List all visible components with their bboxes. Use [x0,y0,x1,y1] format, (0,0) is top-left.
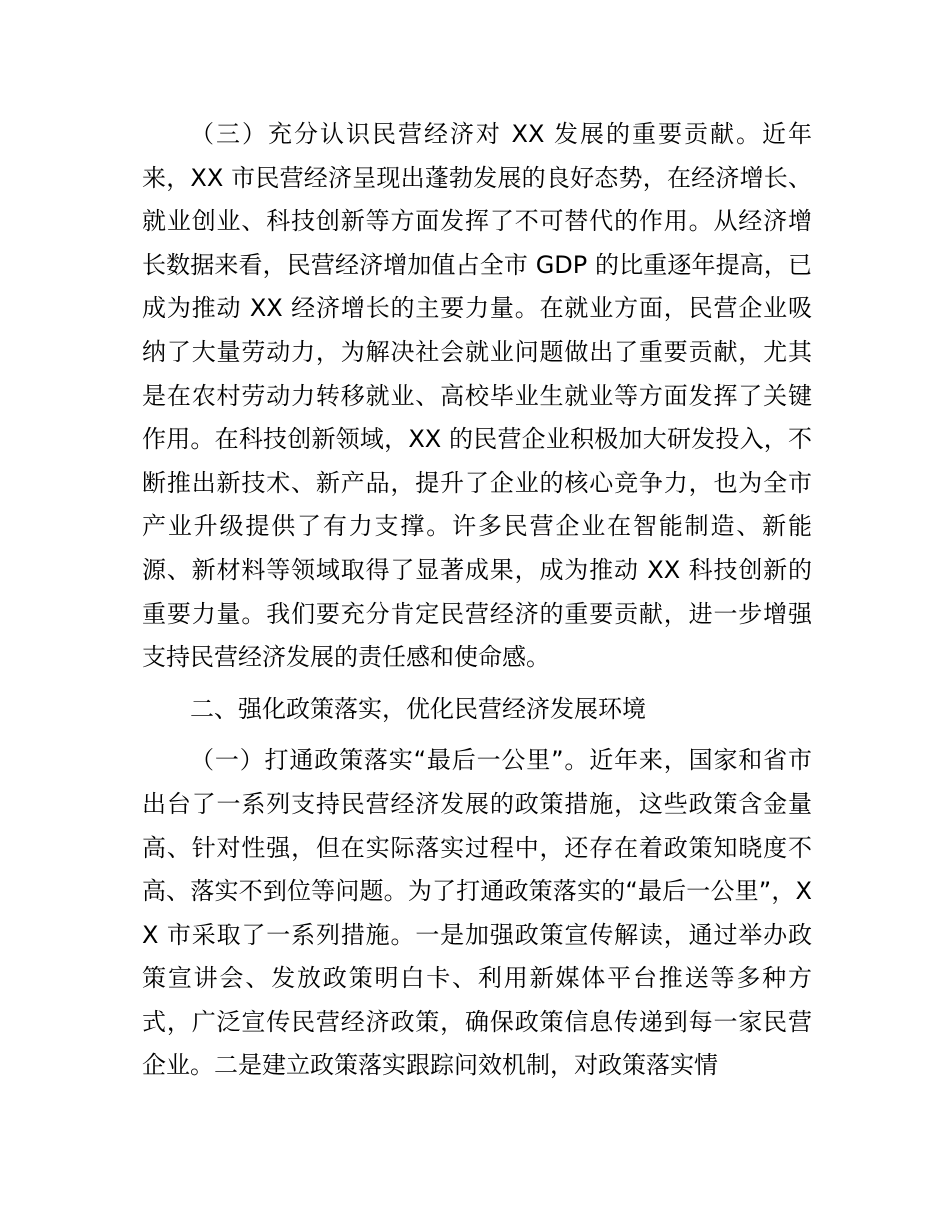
document-body [142,113,812,1088]
paragraph-section-1-3: （三）充分认识民营经济对 XX 发展的重要贡献。近年来，XX 市民营经济呈现出蓬勃发展的良好态势，在经济增长、就业创业、科技创新等方面发挥了不可替代的作用。从经济增长数据来看，民营经济增加值占全市 GDP 的比重逐年提高，已成为推动 XX 经济增长的主要力量。在就业方面，民营企业吸纳了大量劳动力，为解决社会就业问题做出了重要贡献，尤其是在农村劳动力转移就业、高校毕业生就业等方面发挥了关键作用。在科技创新领域，XX 的民营企业积极加大研发投入，不断推出新技术、新产品，提升了企业的核心竞争力，也为全市产业升级提供了有力支撑。许多民营企业在智能制造、新能源、新材料等领域取得了显著成果，成为推动 XX 科技创新的重要力量。我们要充分肯定民营经济的重要贡献，进一步增强支持民营经济发展的责任感和使命感。 [142,120,812,672]
paragraph-section-2-1: （一）打通政策落实“最后一公里”。近年来，国家和省市出台了一系列支持民营经济发展的政策措施，这些政策含金量高、针对性强，但在实际落实过程中，还存在着政策知晓度不高、落实不到位等问题。为了打通政策落实的“最后一公里”，XX 市采取了一系列措施。一是加强政策宣传解读，通过举办政策宣讲会、发放政策明白卡、利用新媒体平台推送等多种方式，广泛宣传民营经济政策，确保政策信息传递到每一家民营企业。二是建立政策落实跟踪问效机制，对政策落实情 [142,746,812,1080]
section-heading-2: 二、强化政策落实，优化民营经济发展环境 [190,694,646,723]
